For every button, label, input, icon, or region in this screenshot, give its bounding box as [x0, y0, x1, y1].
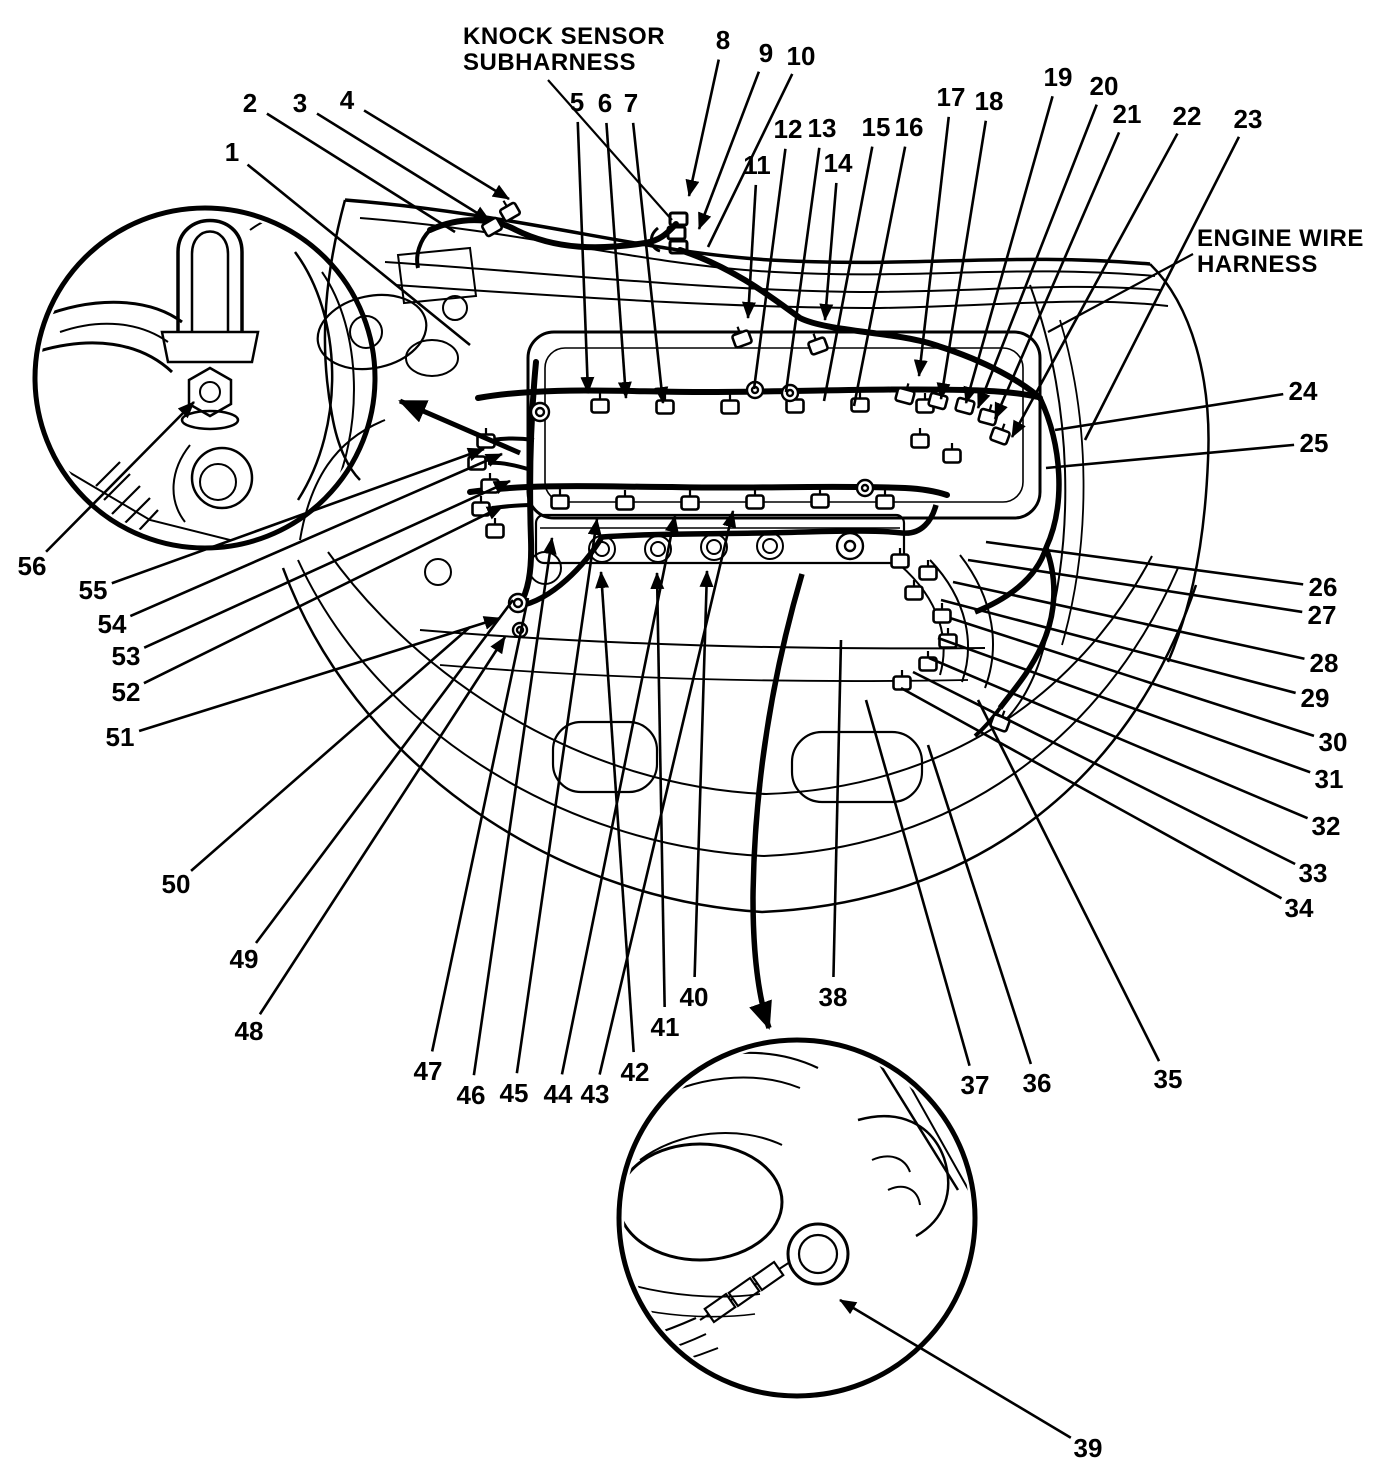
harness-connector-icon [747, 489, 764, 509]
harness-connector-icon [892, 548, 909, 568]
callout-number-15: 15 [861, 112, 891, 142]
ground-bolt-icon [857, 480, 873, 496]
harness-connector-icon [812, 488, 829, 508]
callout-leader-31 [938, 638, 1310, 772]
callout-number-30: 30 [1318, 727, 1348, 757]
callout-number-50: 50 [161, 869, 191, 899]
harness-connector-icon [877, 489, 894, 509]
callout-leader-5 [578, 122, 588, 393]
bottom-inset-pointer-arrow [753, 574, 802, 1028]
callout-number-21: 21 [1112, 99, 1142, 129]
knock-sensor-subharness-label: KNOCK SENSOR SUBHARNESS [463, 23, 666, 76]
callout-number-35: 35 [1153, 1064, 1183, 1094]
detail-inset-bottom [606, 1040, 975, 1396]
callout-number-46: 46 [456, 1080, 486, 1110]
ground-bolt-icon [782, 385, 798, 401]
callout-leader-36 [928, 745, 1031, 1064]
callout-leader-46 [474, 538, 552, 1075]
callout-leader-22 [1012, 134, 1177, 437]
callout-number-42: 42 [620, 1057, 650, 1087]
callout-number-56: 56 [17, 551, 47, 581]
callout-number-29: 29 [1300, 683, 1330, 713]
callout-number-37: 37 [960, 1070, 990, 1100]
callout-number-17: 17 [936, 82, 966, 112]
callout-number-7: 7 [623, 88, 639, 118]
callout-number-51: 51 [105, 722, 135, 752]
callout-leader-23 [1085, 137, 1239, 440]
harness-connector-icon [592, 393, 609, 413]
callout-leader-2 [267, 114, 455, 232]
callout-number-27: 27 [1307, 600, 1337, 630]
callout-number-39: 39 [1073, 1433, 1103, 1463]
callout-number-45: 45 [499, 1078, 529, 1108]
callout-number-43: 43 [580, 1079, 610, 1109]
callout-leader-37 [866, 700, 970, 1066]
callout-number-22: 22 [1172, 101, 1202, 131]
callout-number-19: 19 [1043, 62, 1073, 92]
callout-leader-26 [986, 542, 1303, 584]
callout-number-6: 6 [597, 88, 613, 118]
ground-bolt-icon [531, 403, 549, 421]
callout-number-12: 12 [773, 114, 803, 144]
engine-harness-label-leader [1048, 254, 1193, 332]
callout-leader-48 [260, 637, 505, 1014]
callout-leader-39 [840, 1300, 1071, 1438]
callout-number-44: 44 [543, 1079, 573, 1109]
callout-number-3: 3 [292, 88, 308, 118]
harness-connector-icon [682, 490, 699, 510]
callout-number-1: 1 [224, 137, 240, 167]
callout-number-53: 53 [111, 641, 141, 671]
callout-number-41: 41 [650, 1012, 680, 1042]
callout-number-5: 5 [569, 87, 585, 117]
harness-connector-icon [617, 490, 634, 510]
callout-number-11: 11 [743, 150, 771, 180]
callout-leader-41 [657, 573, 665, 1007]
callout-leader-49 [256, 600, 513, 943]
callout-number-9: 9 [758, 38, 774, 68]
callout-leader-7 [633, 123, 663, 403]
callout-number-18: 18 [974, 86, 1004, 116]
callout-number-23: 23 [1233, 104, 1263, 134]
callout-leader-14 [825, 183, 836, 320]
callout-number-40: 40 [679, 982, 709, 1012]
callout-number-34: 34 [1284, 893, 1314, 923]
callout-number-4: 4 [339, 85, 355, 115]
callout-number-24: 24 [1288, 376, 1318, 406]
callout-leader-38 [833, 640, 841, 977]
callout-number-33: 33 [1298, 858, 1328, 888]
harness-connector-icon [912, 428, 929, 448]
harness-connector-icon [487, 518, 504, 538]
left-inset-pointer-arrow [400, 401, 520, 453]
callout-leader-42 [601, 572, 634, 1052]
callout-leader-28 [953, 582, 1304, 659]
callout-number-32: 32 [1311, 811, 1341, 841]
callout-leader-8 [689, 60, 719, 196]
callout-number-2: 2 [242, 88, 258, 118]
callout-leader-24 [1055, 394, 1283, 430]
harness-connector-icon [944, 443, 961, 463]
callout-number-10: 10 [786, 41, 816, 71]
callout-number-13: 13 [807, 113, 837, 143]
callout-leader-11 [748, 185, 756, 318]
harness-connector-icon [730, 324, 753, 348]
callout-number-20: 20 [1089, 71, 1119, 101]
harness-connector-icon [806, 331, 829, 355]
ground-bolt-icon [837, 533, 863, 559]
callout-number-54: 54 [97, 609, 127, 639]
callout-leader-16 [854, 147, 905, 406]
callout-leader-12 [754, 149, 785, 389]
callout-number-38: 38 [818, 982, 848, 1012]
callout-number-28: 28 [1309, 648, 1339, 678]
callout-leader-4 [364, 110, 509, 199]
callout-number-16: 16 [894, 112, 924, 142]
callout-leader-17 [919, 117, 949, 376]
harness-connector-icon [895, 381, 916, 404]
harness-connector-icon [722, 394, 739, 414]
callout-number-55: 55 [78, 575, 108, 605]
callout-number-36: 36 [1022, 1068, 1052, 1098]
callout-number-49: 49 [229, 944, 259, 974]
callout-number-26: 26 [1308, 572, 1338, 602]
harness-connector-icon [934, 603, 951, 623]
callout-number-8: 8 [715, 25, 731, 55]
callout-number-14: 14 [823, 148, 853, 178]
engine-wire-harness-label: ENGINE WIRE HARNESS [1197, 225, 1364, 278]
callout-leader-34 [901, 688, 1281, 898]
callout-number-25: 25 [1299, 428, 1329, 458]
harness-connector-icon [657, 394, 674, 414]
callout-number-48: 48 [234, 1016, 264, 1046]
harness-connector-icon [906, 580, 923, 600]
callout-leader-35 [978, 700, 1159, 1061]
harness-connector-icon [894, 670, 911, 690]
harness-connector-icon [552, 489, 569, 509]
callout-number-47: 47 [413, 1056, 443, 1086]
detail-inset-left [35, 208, 375, 548]
callout-number-31: 31 [1314, 764, 1344, 794]
callout-number-52: 52 [111, 677, 141, 707]
callout-leader-33 [913, 672, 1295, 864]
wire-harness-art [417, 213, 1059, 736]
